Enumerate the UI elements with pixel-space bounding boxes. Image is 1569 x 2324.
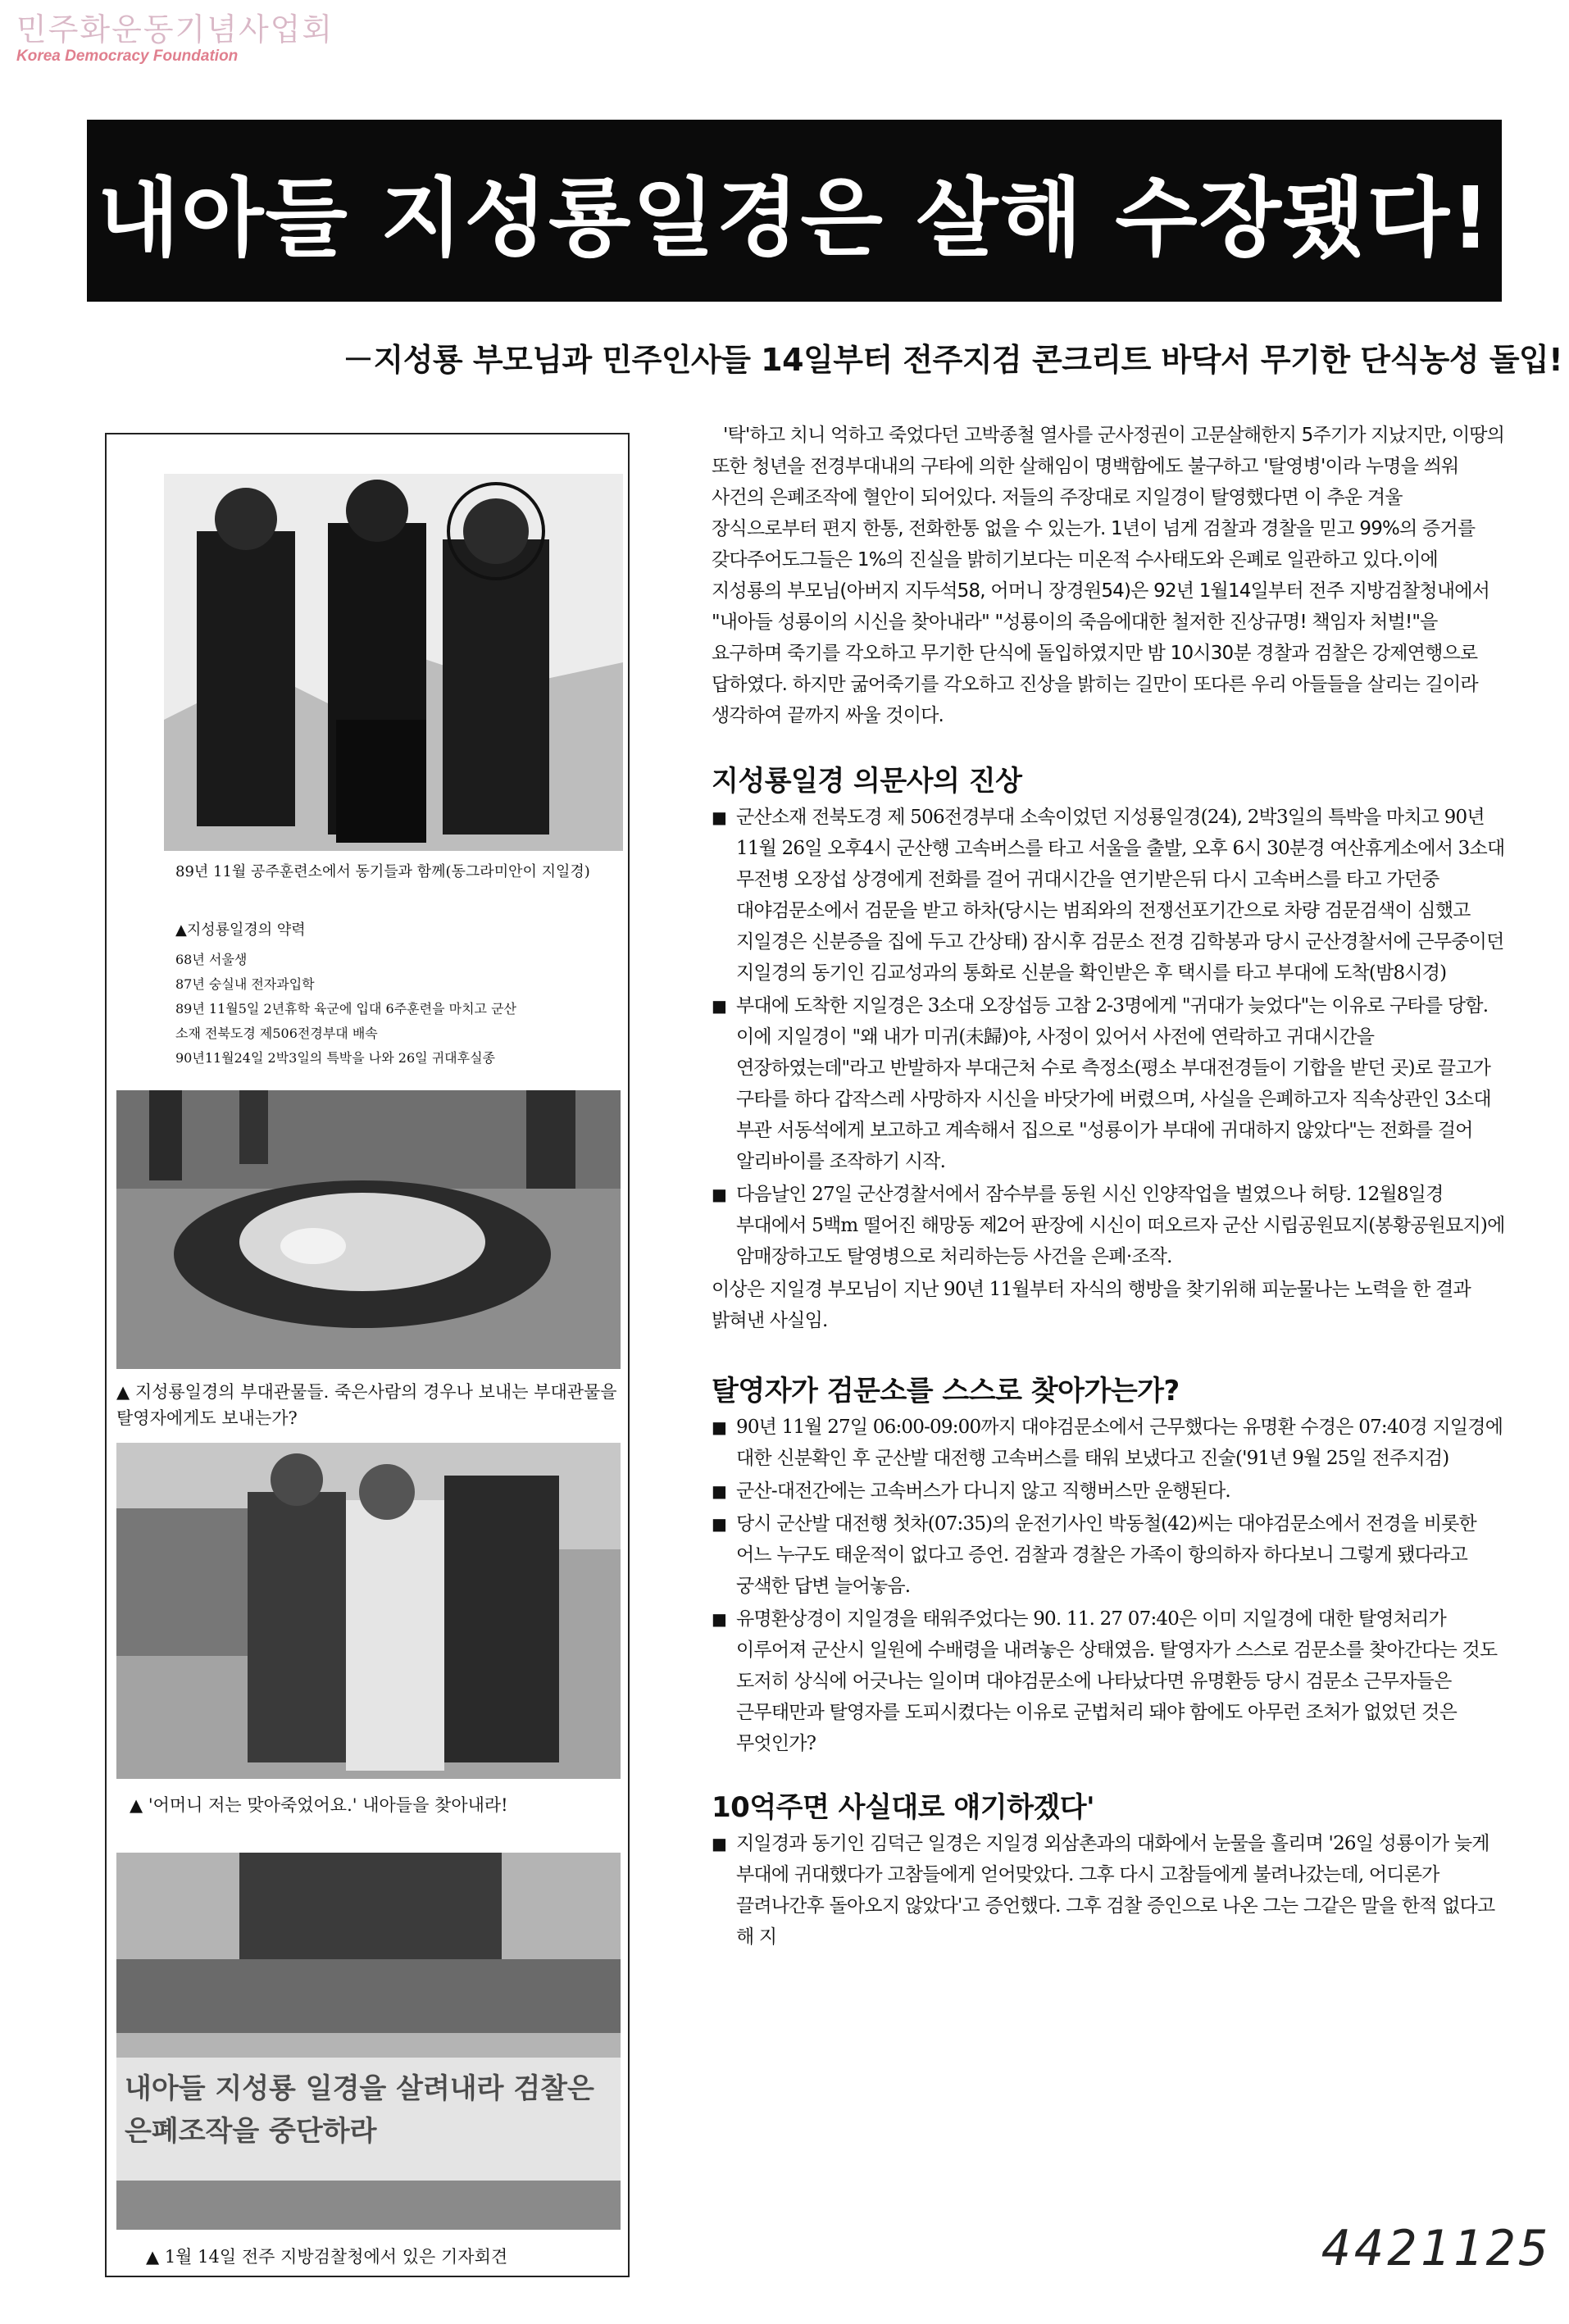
section-heading: 10억주면 사실대로 얘기하겠다' — [712, 1791, 1095, 1824]
photo-soldiers — [164, 474, 623, 851]
section-bullet: ■ 군산-대전간에는 고속버스가 다니지 않고 직행버스만 운행된다. — [712, 1476, 1507, 1507]
logo-english: Korea Democracy Foundation — [16, 48, 239, 65]
photo-belongings — [116, 1090, 621, 1369]
section-heading: 탈영자가 검문소를 스스로 찾아가는가? — [712, 1375, 1180, 1408]
bio-line: 소재 전북도경 제506전경부대 배속 — [175, 1026, 378, 1041]
article-column — [712, 420, 1507, 1985]
photo-press-conference — [116, 1853, 621, 2230]
section-bullet: ■ 부대에 도착한 지일경은 3소대 오장섭등 고참 2-3명에게 "귀대가 늦었다"는 이유로 구타를 당함. 이에 지일경이 "왜 내가 미귀(未歸)야, 사정이 있어서 사전에 연락하고 귀대시간을 연장하였는데"라고 반발하자 부대근처 수로 측정소(평소 부대전경들이 기합을 받던 곳)로 끌고가 구타를 하다 갑작스레 사망하자 시신을 바닷가에 버렸으며, 사실을 은폐하고자 직속상관인 3소대 부관 서동석에게 보고하고 계속해서 집으로 "성룡이가 부대에 귀대하지 않았다"는 전화를 걸어 알리바이를 조작하기 시작. — [712, 990, 1507, 1177]
section-bullet: ■ 당시 군산발 대전행 첫차(07:35)의 운전기사인 박동철(42)씨는 대야검문소에서 전경을 비롯한 어느 누구도 태운적이 없다고 증언. 검찰과 경찰은 가족이 항의하자 하다보니 그렇게 됐다라고 궁색한 답변 늘어놓음. — [712, 1508, 1507, 1602]
archive-stamp: 4421125 — [1321, 2220, 1552, 2277]
bio-line: 87년 숭실내 전자과입학 — [175, 976, 315, 992]
section-bullet: ■ 지일경과 동기인 김덕근 일경은 지일경 외삼촌과의 대화에서 눈물을 흘리며 '26일 성룡이가 늦게 부대에 귀대했다가 고참들에게 얻어맞았다. 그후 다시 고참들에게 불려나갔는데, 어디론가 끌려나간후 돌아오지 않았다'고 증언했다. 그후 검찰 증인으로 나온 그는 그같은 말을 한적 없다고 해 지 — [712, 1828, 1507, 1953]
photo-belongings-caption: ▲ 지성룡일경의 부대관물들. 죽은사람의 경우나 보내는 부대관물을 탈영자에게도 보내는가? — [116, 1382, 617, 1428]
section-closing: 이상은 지일경 부모님이 지난 90년 11월부터 자식의 행방을 찾기위해 피눈물나는 노력을 한 결과 밝혀낸 사실임. — [712, 1279, 1471, 1331]
foundation-logo — [16, 11, 334, 66]
headline-banner — [87, 120, 1502, 302]
section-bullet: ■ 유명환상경이 지일경을 태워주었다는 90. 11. 27 07:40은 이미 지일경에 대한 탈영처리가 이루어져 군산시 일원에 수배령을 내려놓은 상태였음. 탈영자가 스스로 검문소를 찾아간다는 것도 도저히 상식에 어긋나는 일이며 대야검문소에 나타났다면 유명환등 당시 검문소 근무자들은 근무태만과 탈영자를 도피시켰다는 이유로 군법처리 돼야 함에도 아무런 조처가 없었던 것은 무엇인가? — [712, 1603, 1507, 1759]
photo-press-caption: ▲ 1월 14일 전주 지방검찰청에서 있은 기자회견 — [146, 2247, 508, 2267]
article-intro: '탁'하고 치니 억하고 죽었다던 고박종철 열사를 군사정권이 고문살해한지 5주기가 지났지만, 이땅의 또한 청년을 전경부대내의 구타에 의한 살해임이 명백함에도 불구하고 '탈영병'이라 누명을 씌워 사건의 은폐조작에 혈안이 되어있다. 저들의 주장대로 지일경이 탈영했다면 이 추운 겨울 장식으로부터 편지 한통, 전화한통 없을 수 있는가. 1년이 넘게 검찰과 경찰을 믿고 99%의 증거를 갖다주어도그들은 1%의 진실을 밝히기보다는 미온적 수사태도와 은폐로 일관하고 있다.이에 지성룡의 부모님(아버지 지두석58, 어머니 장경원54)은 92년 1월14일부터 전주 지방검찰청내에서 "내아들 성룡이의 시신을 찾아내라" "성룡이의 죽음에대한 철저한 진상규명! 책임자 처벌!"을 요구하며 죽기를 각오하고 무기한 단식에 돌입하였지만 밤 10시30분 경찰과 검찰은 강제연행으로 답하였다. 하지만 굶어죽기를 각오하고 진상을 밝히는 길만이 또다른 우리 아들들을 살리는 길이라 생각하여 끝까지 싸울 것이다. — [712, 425, 1505, 726]
bio-line: 89년 11월5일 2년휴학 육군에 입대 6주훈련을 마치고 군산 — [175, 1001, 516, 1016]
bio-title: ▲지성룡일경의 약력 — [175, 921, 306, 939]
section-checkpoint — [712, 1376, 1507, 1759]
photo-mother — [116, 1443, 621, 1779]
headline-subtitle: －지성룡 부모님과 민주인사들 14일부터 전주지검 콘크리트 바닥서 무기한 단식농성 돌입! — [343, 342, 1563, 378]
section-heading: 지성룡일경 의문사의 진상 — [712, 765, 1022, 798]
logo-korean: 민주화운동기념사업회 — [16, 11, 334, 48]
section-bullet: ■ 다음날인 27일 군산경찰서에서 잠수부를 동원 시신 인양작업을 벌였으나 허탕. 12월8일경 부대에서 5백m 떨어진 해망동 제2어 판장에 시신이 떠오르자 군산 시립공원묘지(봉황공원묘지)에 암매장하고도 탈영병으로 처리하는등 사건을 은폐·조작. — [712, 1179, 1507, 1272]
section-bullet: ■ 군산소재 전북도경 제 506전경부대 소속이었던 지성룡일경(24), 2박3일의 특박을 마치고 90년 11월 26일 오후4시 군산행 고속버스를 타고 서울을 출발, 오후 6시 30분경 여산휴게소에서 3소대 무전병 오장섭 상경에게 전화를 걸어 귀대시간을 연기받은뒤 다시 고속버스를 타고 가던중 대야검문소에서 검문을 받고 하차(당시는 범죄와의 전쟁선포기간으로 차량 검문검색이 심했고 지일경은 신분증을 집에 두고 간상태) 잠시후 검문소 전경 김학봉과 당시 군산경찰서에 근무중이던 지일경의 동기인 김교성과의 통화로 신분을 확인받은 후 택시를 타고 부대에 도착(밤8시경) — [712, 802, 1507, 989]
biography — [175, 918, 618, 1071]
photo-mother-caption: ▲ '어머니 저는 맞아죽었어요.' 내아들을 찾아내라! — [130, 1795, 508, 1815]
headline-title: 내아들 지성룡일경은 살해 수장됐다! — [97, 168, 1492, 268]
photo-soldiers-caption: 89년 11월 공주훈련소에서 동기들과 함께(동그라미안이 지일경) — [175, 863, 590, 880]
section-truth — [712, 766, 1507, 1336]
bio-line: 90년11월24일 2박3일의 특박을 나와 26일 귀대후실종 — [175, 1050, 495, 1066]
bio-line: 68년 서울생 — [175, 952, 248, 967]
section-bullet: ■ 90년 11월 27일 06:00-09:00까지 대야검문소에서 근무했다는 유명환 수경은 07:40경 지일경에 대한 신분확인 후 군산발 대전행 고속버스를 태워 보냈다고 진술('91년 9월 25일 전주지검) — [712, 1412, 1507, 1474]
press-banner-text: 내아들 지성룡 일경을 살려내라 검찰은 은폐조작을 중단하라 — [125, 2072, 594, 2148]
photo-panel — [105, 433, 630, 2277]
section-testimony — [712, 1792, 1507, 1953]
